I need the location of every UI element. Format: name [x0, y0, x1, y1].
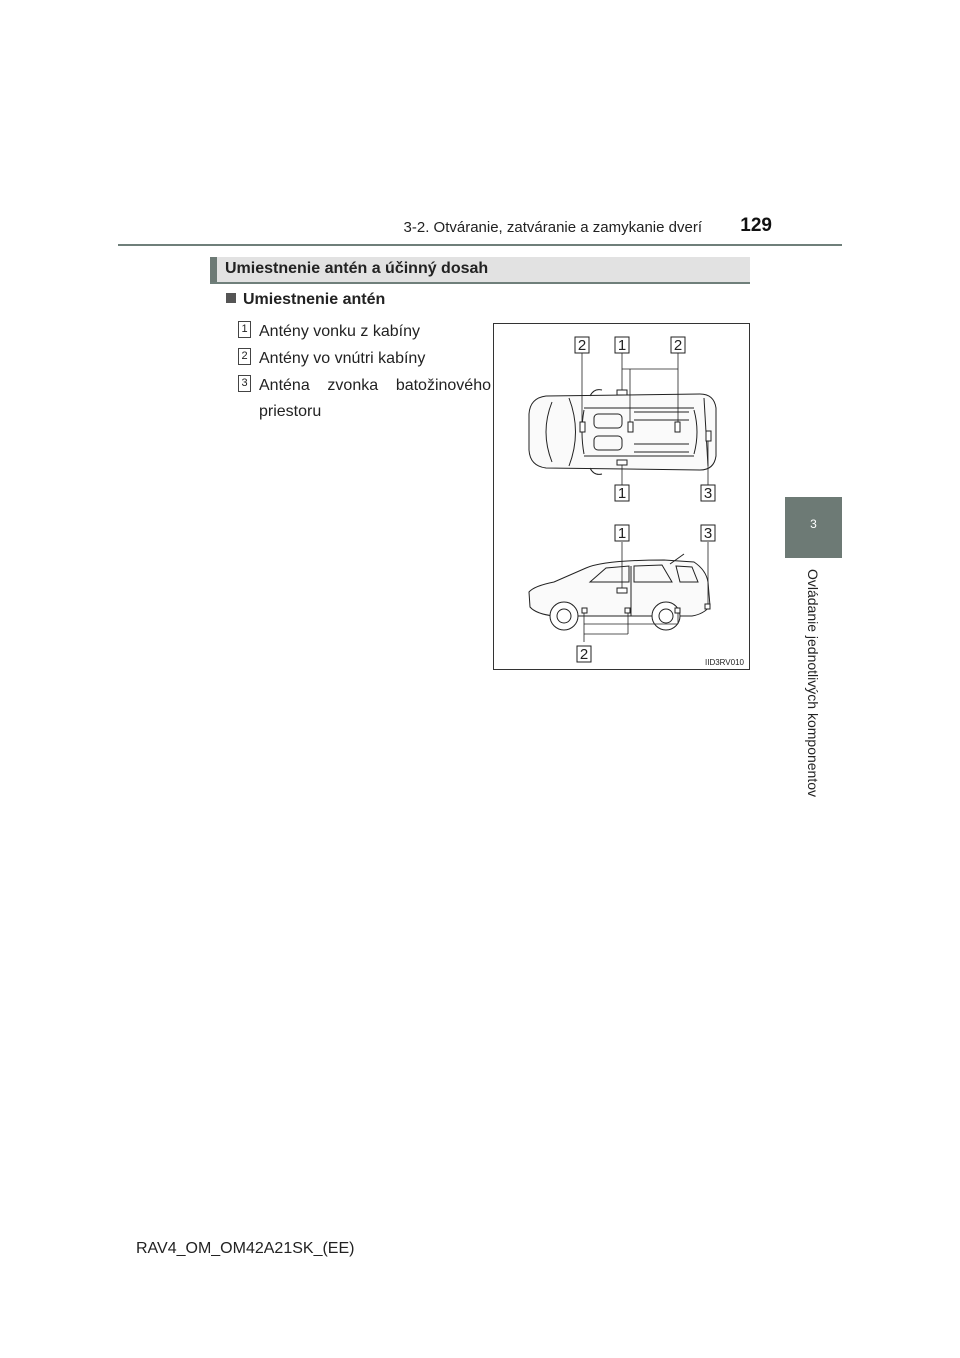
callout-label: 1 — [617, 485, 627, 502]
list-item-line: priestoru — [259, 403, 322, 420]
list-item-text: Antény vo vnútri kabíny — [259, 350, 426, 367]
callout-number-icon: 3 — [238, 375, 251, 392]
list-item-text — [259, 373, 491, 425]
sub-heading — [226, 291, 385, 309]
chapter-title: 3-2. Otváranie, zatváranie a zamykanie dverí — [403, 219, 702, 236]
callout-label: 2 — [579, 646, 589, 663]
page-number: 129 — [740, 215, 772, 236]
chapter-tab-caption: Ovládanie jednotlivých komponentov — [805, 568, 821, 798]
callout-label: 2 — [577, 337, 587, 354]
figure-code: IID3RV010 — [705, 658, 744, 667]
sub-heading-text: Umiestnenie antén — [243, 291, 386, 308]
callout-label: 2 — [673, 337, 683, 354]
section-bar-accent — [210, 257, 217, 282]
callout-label: 3 — [703, 485, 713, 502]
callout-label: 1 — [617, 525, 627, 542]
section-header-bar — [210, 257, 750, 284]
square-bullet-icon — [226, 293, 236, 303]
list-item-line: Anténa zvonka batožinového — [259, 377, 491, 394]
callout-label: 3 — [703, 525, 713, 542]
vehicle-diagram — [494, 324, 749, 669]
header-rule — [118, 244, 842, 246]
callout-label: 1 — [617, 337, 627, 354]
section-title: Umiestnenie antén a účinný dosah — [225, 260, 489, 277]
document-id: RAV4_OM_OM42A21SK_(EE) — [136, 1240, 355, 1257]
chapter-tab-number: 3 — [810, 517, 817, 531]
callout-number-icon: 2 — [238, 348, 251, 365]
list-item-text: Antény vonku z kabíny — [259, 323, 420, 340]
callout-number-icon: 1 — [238, 321, 251, 338]
antenna-location-figure — [493, 323, 750, 670]
chapter-tab[interactable] — [785, 497, 842, 558]
